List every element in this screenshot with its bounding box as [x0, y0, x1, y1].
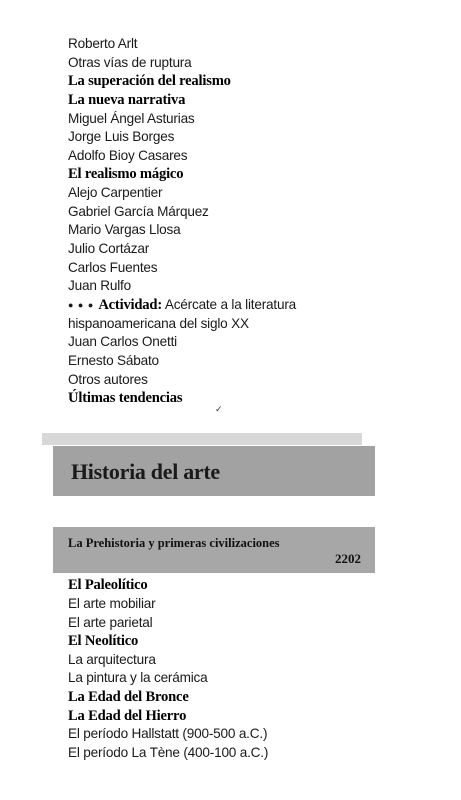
toc-entry[interactable]: El arte parietal: [68, 615, 153, 630]
chapter-page-number: 2202: [335, 551, 361, 566]
banner-shadow: [42, 433, 362, 445]
toc-heading[interactable]: El realismo mágico: [68, 166, 184, 182]
toc-entry[interactable]: Julio Cortázar: [68, 241, 150, 256]
toc-entry[interactable]: La pintura y la cerámica: [68, 670, 208, 685]
toc-heading[interactable]: La nueva narrativa: [68, 92, 186, 108]
toc-heading[interactable]: El Neolítico: [68, 633, 139, 649]
toc-entry[interactable]: El período La Tène (400-100 a.C.): [68, 745, 269, 760]
toc-entry[interactable]: Adolfo Bioy Casares: [68, 148, 188, 163]
chapter-header-bar[interactable]: [53, 527, 375, 573]
toc-entry[interactable]: Jorge Luis Borges: [68, 129, 175, 144]
section-banner: [53, 446, 375, 496]
toc-entry[interactable]: Roberto Arlt: [68, 36, 138, 51]
toc-heading[interactable]: Últimas tendencias: [68, 390, 183, 406]
banner-title: Historia del arte: [71, 459, 220, 484]
stray-mark: ✓: [215, 404, 223, 414]
toc-heading[interactable]: La superación del realismo: [68, 73, 231, 89]
activity-label: Actividad:: [98, 297, 162, 313]
activity-text: Acércate a la literatura: [164, 297, 297, 312]
toc-entry[interactable]: Mario Vargas Llosa: [68, 222, 181, 237]
activity-entry[interactable]: [68, 297, 296, 313]
toc-entry[interactable]: Alejo Carpentier: [68, 185, 163, 200]
toc-entry[interactable]: Carlos Fuentes: [68, 260, 158, 275]
toc-entry[interactable]: Miguel Ángel Asturias: [68, 111, 195, 126]
chapter-title: La Prehistoria y primeras civilizaciones: [68, 536, 280, 550]
toc-entry[interactable]: El período Hallstatt (900-500 a.C.): [68, 726, 268, 741]
toc-entry[interactable]: El arte mobiliar: [68, 596, 156, 611]
toc-entry[interactable]: La arquitectura: [68, 652, 156, 667]
toc-heading[interactable]: La Edad del Bronce: [68, 689, 189, 705]
toc-heading[interactable]: La Edad del Hierro: [68, 708, 187, 724]
toc-entry[interactable]: Otras vías de ruptura: [68, 55, 192, 70]
toc-entry[interactable]: Gabriel García Márquez: [68, 204, 209, 219]
toc-entry[interactable]: Juan Rulfo: [68, 278, 131, 293]
toc-entry[interactable]: Juan Carlos Onetti: [68, 334, 177, 349]
activity-bullets-icon: ● ● ●: [68, 300, 95, 310]
toc-heading[interactable]: El Paleolítico: [68, 577, 148, 593]
activity-entry-continued[interactable]: hispanoamericana del siglo XX: [68, 316, 249, 331]
toc-entry[interactable]: Otros autores: [68, 372, 148, 387]
toc-entry[interactable]: Ernesto Sábato: [68, 353, 159, 368]
